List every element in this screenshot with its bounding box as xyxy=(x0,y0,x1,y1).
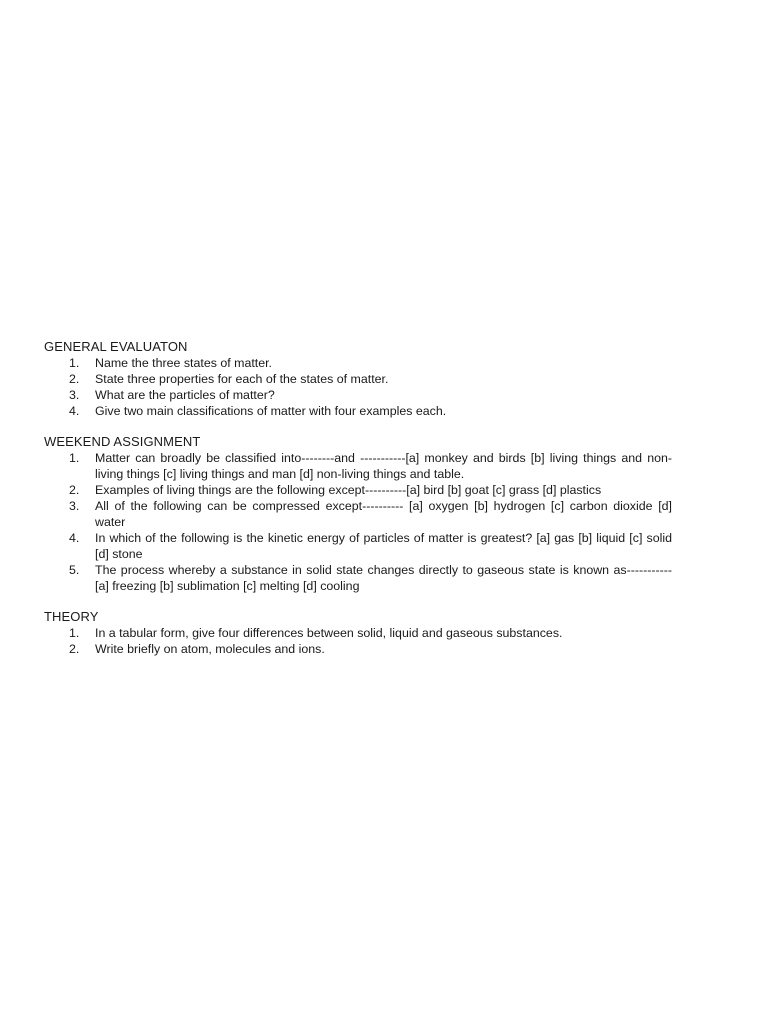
question-list xyxy=(44,450,672,594)
item-text: Write briefly on atom, molecules and ions. xyxy=(95,642,325,656)
item-text: Give two main classifications of matter with four examples each. xyxy=(95,404,447,418)
item-number: 1. xyxy=(69,626,80,640)
list-item xyxy=(44,371,672,387)
item-number: 5. xyxy=(69,563,80,577)
item-number: 2. xyxy=(69,372,80,386)
list-item xyxy=(44,482,672,498)
item-text: Name the three states of matter. xyxy=(95,356,272,370)
item-text: What are the particles of matter? xyxy=(95,388,275,402)
document-page xyxy=(44,338,672,657)
question-list xyxy=(44,355,672,419)
list-item xyxy=(44,641,672,657)
list-item xyxy=(44,387,672,403)
section-heading: GENERAL EVALUATON xyxy=(44,339,188,354)
item-number: 2. xyxy=(69,642,80,656)
section-weekend-assignment xyxy=(44,433,672,594)
section-general-evaluation xyxy=(44,338,672,419)
list-item xyxy=(44,355,672,371)
item-number: 1. xyxy=(69,451,80,465)
item-text: Matter can broadly be classified into--------and -----------[a] monkey and birds [b] living things and non-living things [c] living things and man [d] non-living things and table. xyxy=(95,451,672,481)
list-item xyxy=(44,498,672,530)
item-number: 4. xyxy=(69,531,80,545)
item-text: State three properties for each of the states of matter. xyxy=(95,372,389,386)
item-number: 3. xyxy=(69,388,80,402)
item-number: 3. xyxy=(69,499,80,513)
question-list xyxy=(44,625,672,657)
list-item xyxy=(44,530,672,562)
section-heading: WEEKEND ASSIGNMENT xyxy=(44,434,201,449)
list-item xyxy=(44,450,672,482)
item-number: 4. xyxy=(69,404,80,418)
list-item xyxy=(44,403,672,419)
item-text: In which of the following is the kinetic energy of particles of matter is greatest? [a] gas [b] liquid [c] solid [d] stone xyxy=(95,531,672,561)
item-text: All of the following can be compressed except---------- [a] oxygen [b] hydrogen [c] carbon dioxide [d] water xyxy=(95,499,672,529)
section-theory xyxy=(44,608,672,657)
list-item xyxy=(44,625,672,641)
item-number: 2. xyxy=(69,483,80,497)
list-item xyxy=(44,562,672,594)
item-text: The process whereby a substance in solid state changes directly to gaseous state is known as----------- [a] freezing [b] sublimation [c] melting [d] cooling xyxy=(95,563,672,593)
item-number: 1. xyxy=(69,356,80,370)
section-heading: THEORY xyxy=(44,609,99,624)
item-text: Examples of living things are the following except----------[a] bird [b] goat [c] grass [d] plastics xyxy=(95,483,602,497)
item-text: In a tabular form, give four differences between solid, liquid and gaseous substances. xyxy=(95,626,563,640)
